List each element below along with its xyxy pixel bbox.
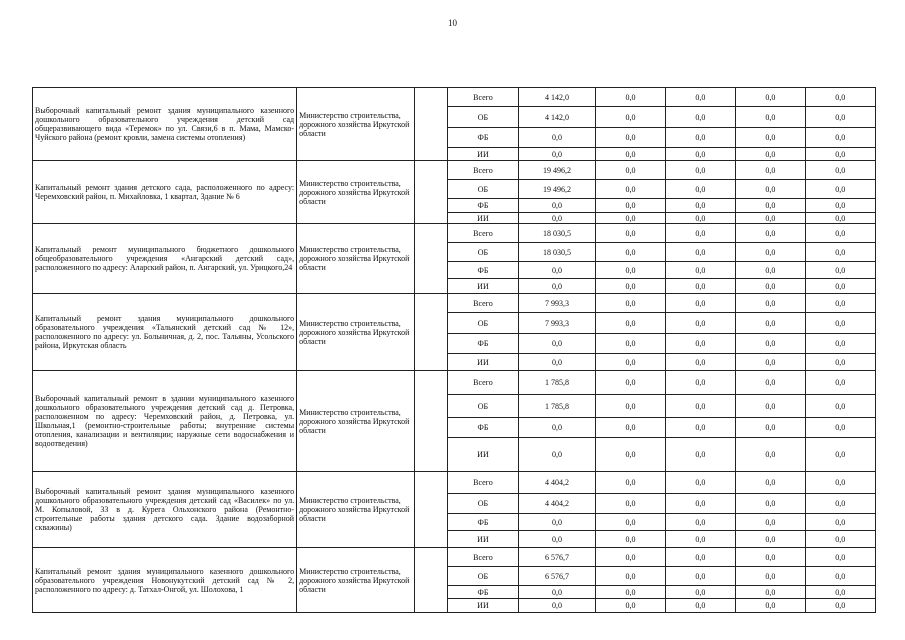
- amount-value: 0,0: [736, 514, 805, 531]
- amount-value: 0,0: [805, 418, 875, 438]
- amount-value: 0,0: [596, 161, 665, 180]
- funding-source: ИИ: [448, 148, 518, 161]
- amount-value: 4 404,2: [518, 494, 596, 514]
- amount-value: 0,0: [805, 161, 875, 180]
- amount-value: 0,0: [665, 548, 735, 567]
- amount-value: 0,0: [736, 599, 805, 613]
- responsible-organization: Министерство строительства, дорожного хозяйства Иркутской области: [297, 224, 415, 294]
- amount-value: 0,0: [805, 472, 875, 494]
- amount-value: 0,0: [805, 395, 875, 418]
- table-row: [33, 472, 876, 494]
- amount-value: 0,0: [736, 354, 805, 371]
- amount-value: 0,0: [665, 494, 735, 514]
- amount-value: 0,0: [665, 313, 735, 334]
- amount-value: 6 576,7: [518, 548, 596, 567]
- amount-value: 0,0: [736, 279, 805, 294]
- amount-value: 0,0: [596, 567, 665, 586]
- amount-value: 0,0: [518, 438, 596, 472]
- amount-value: 0,0: [518, 213, 596, 224]
- amount-value: 0,0: [805, 494, 875, 514]
- empty-cell: [415, 371, 448, 472]
- amount-value: 0,0: [805, 438, 875, 472]
- amount-value: 6 576,7: [518, 567, 596, 586]
- amount-value: 0,0: [518, 586, 596, 599]
- amount-value: 0,0: [805, 148, 875, 161]
- amount-value: 0,0: [665, 395, 735, 418]
- amount-value: 0,0: [805, 531, 875, 548]
- budget-table: [32, 87, 876, 613]
- amount-value: 0,0: [665, 354, 735, 371]
- amount-value: 7 993,3: [518, 294, 596, 313]
- amount-value: 0,0: [596, 213, 665, 224]
- amount-value: 0,0: [805, 294, 875, 313]
- funding-source: ОБ: [448, 243, 518, 262]
- amount-value: 7 993,3: [518, 313, 596, 334]
- amount-value: 0,0: [736, 472, 805, 494]
- funding-source: ОБ: [448, 107, 518, 128]
- amount-value: 0,0: [805, 213, 875, 224]
- funding-source: ФБ: [448, 199, 518, 213]
- amount-value: 0,0: [665, 586, 735, 599]
- amount-value: 18 030,5: [518, 224, 596, 243]
- amount-value: 0,0: [736, 199, 805, 213]
- project-description: Выборочный капитальный ремонт здания муниципального казенного дошкольного образовательного учреждения детский сад общеразвивающего вида «Теремок» по ул. Связи,6 в п. Мама, Мамско-Чуйского района (ремонт кровли, замена системы отопления): [33, 88, 297, 161]
- amount-value: 0,0: [805, 548, 875, 567]
- amount-value: 0,0: [736, 88, 805, 107]
- funding-source: Всего: [448, 472, 518, 494]
- funding-source: ОБ: [448, 567, 518, 586]
- empty-cell: [415, 294, 448, 371]
- amount-value: 4 142,0: [518, 107, 596, 128]
- responsible-organization: Министерство строительства, дорожного хозяйства Иркутской области: [297, 161, 415, 224]
- empty-cell: [415, 472, 448, 548]
- amount-value: 0,0: [596, 199, 665, 213]
- funding-source: ОБ: [448, 395, 518, 418]
- table-row: [33, 371, 876, 395]
- amount-value: 0,0: [805, 107, 875, 128]
- amount-value: 0,0: [736, 243, 805, 262]
- amount-value: 0,0: [596, 586, 665, 599]
- amount-value: 0,0: [596, 88, 665, 107]
- empty-cell: [415, 548, 448, 613]
- project-description: Капитальный ремонт здания муниципального казенного дошкольного образовательного учреждения Новонукутский детский сад № 2, расположенного по адресу: д. Татхал-Онгой, ул. Шолохова, 1: [33, 548, 297, 613]
- amount-value: 0,0: [518, 262, 596, 279]
- funding-source: ИИ: [448, 438, 518, 472]
- amount-value: 0,0: [665, 148, 735, 161]
- amount-value: 0,0: [596, 279, 665, 294]
- amount-value: 0,0: [665, 199, 735, 213]
- amount-value: 0,0: [736, 213, 805, 224]
- funding-source: ФБ: [448, 334, 518, 354]
- amount-value: 0,0: [665, 567, 735, 586]
- amount-value: 0,0: [596, 548, 665, 567]
- amount-value: 18 030,5: [518, 243, 596, 262]
- amount-value: 0,0: [736, 224, 805, 243]
- empty-cell: [415, 224, 448, 294]
- amount-value: 0,0: [736, 128, 805, 148]
- funding-source: Всего: [448, 294, 518, 313]
- table-row: [33, 224, 876, 243]
- amount-value: 0,0: [805, 262, 875, 279]
- responsible-organization: Министерство строительства, дорожного хозяйства Иркутской области: [297, 88, 415, 161]
- amount-value: 0,0: [805, 586, 875, 599]
- amount-value: 0,0: [805, 514, 875, 531]
- amount-value: 0,0: [736, 586, 805, 599]
- project-description: Капитальный ремонт муниципального бюджетного дошкольного общеобразовательного учреждения «Ангарский детский сад», расположенного по адресу: Аларский район, п. Ангарский, ул. Урицкого,24: [33, 224, 297, 294]
- amount-value: 0,0: [665, 438, 735, 472]
- empty-cell: [415, 161, 448, 224]
- amount-value: 0,0: [736, 294, 805, 313]
- responsible-organization: Министерство строительства, дорожного хозяйства Иркутской области: [297, 371, 415, 472]
- amount-value: 0,0: [596, 438, 665, 472]
- funding-source: ИИ: [448, 279, 518, 294]
- amount-value: 0,0: [665, 262, 735, 279]
- amount-value: 0,0: [736, 395, 805, 418]
- amount-value: 0,0: [518, 128, 596, 148]
- amount-value: 0,0: [596, 148, 665, 161]
- funding-source: ФБ: [448, 418, 518, 438]
- amount-value: 0,0: [805, 128, 875, 148]
- table-row: [33, 548, 876, 567]
- amount-value: 0,0: [518, 334, 596, 354]
- amount-value: 0,0: [596, 313, 665, 334]
- amount-value: 0,0: [736, 262, 805, 279]
- empty-cell: [415, 88, 448, 161]
- amount-value: 0,0: [805, 88, 875, 107]
- amount-value: 0,0: [736, 438, 805, 472]
- amount-value: 0,0: [596, 224, 665, 243]
- table-row: [33, 88, 876, 107]
- amount-value: 0,0: [596, 514, 665, 531]
- amount-value: 0,0: [665, 161, 735, 180]
- amount-value: 0,0: [736, 531, 805, 548]
- amount-value: 0,0: [665, 371, 735, 395]
- amount-value: 0,0: [518, 279, 596, 294]
- funding-source: ФБ: [448, 262, 518, 279]
- amount-value: 0,0: [665, 107, 735, 128]
- amount-value: 0,0: [596, 180, 665, 199]
- funding-source: Всего: [448, 88, 518, 107]
- project-description: Капитальный ремонт здания муниципального дошкольного образовательного учреждения «Тальянский детский сад № 12», расположенного по адресу: ул. Больничная, д. 2, пос. Тальяны, Усольского района, Иркутская область: [33, 294, 297, 371]
- table-row: [33, 294, 876, 313]
- amount-value: 0,0: [736, 148, 805, 161]
- funding-source: ИИ: [448, 354, 518, 371]
- amount-value: 0,0: [805, 199, 875, 213]
- amount-value: 0,0: [665, 334, 735, 354]
- amount-value: 4 404,2: [518, 472, 596, 494]
- amount-value: 0,0: [665, 88, 735, 107]
- amount-value: 0,0: [518, 418, 596, 438]
- amount-value: 0,0: [665, 279, 735, 294]
- funding-source: ОБ: [448, 494, 518, 514]
- project-description: Капитальный ремонт здания детского сада, расположенного по адресу: Черемховский район, п. Михайловка, 1 квартал, Здание № 6: [33, 161, 297, 224]
- amount-value: 4 142,0: [518, 88, 596, 107]
- amount-value: 0,0: [596, 334, 665, 354]
- amount-value: 0,0: [596, 371, 665, 395]
- amount-value: 0,0: [596, 395, 665, 418]
- amount-value: 0,0: [665, 514, 735, 531]
- amount-value: 0,0: [665, 128, 735, 148]
- amount-value: 0,0: [665, 243, 735, 262]
- amount-value: 0,0: [596, 531, 665, 548]
- amount-value: 0,0: [736, 418, 805, 438]
- amount-value: 0,0: [665, 224, 735, 243]
- funding-source: ИИ: [448, 531, 518, 548]
- funding-source: ОБ: [448, 180, 518, 199]
- amount-value: 0,0: [596, 243, 665, 262]
- amount-value: 0,0: [805, 279, 875, 294]
- amount-value: 0,0: [736, 334, 805, 354]
- amount-value: 0,0: [805, 313, 875, 334]
- amount-value: 0,0: [518, 531, 596, 548]
- amount-value: 0,0: [736, 107, 805, 128]
- amount-value: 19 496,2: [518, 180, 596, 199]
- amount-value: 0,0: [805, 599, 875, 613]
- amount-value: 0,0: [805, 567, 875, 586]
- amount-value: 0,0: [518, 199, 596, 213]
- funding-source: Всего: [448, 548, 518, 567]
- amount-value: 0,0: [805, 354, 875, 371]
- table-body: [33, 88, 876, 613]
- amount-value: 0,0: [805, 180, 875, 199]
- amount-value: 0,0: [736, 161, 805, 180]
- amount-value: 0,0: [665, 531, 735, 548]
- amount-value: 0,0: [736, 548, 805, 567]
- project-description: Выборочный капитальный ремонт здания муниципального казенного дошкольного образовательного учреждения детский сад «Василек» по ул. М. Копыловой, 33 в д. Курега Ольхонского района (Ремонтно-строительные работы здания детского сада. Здание водозаборной скважины): [33, 472, 297, 548]
- amount-value: 0,0: [596, 494, 665, 514]
- amount-value: 0,0: [518, 514, 596, 531]
- amount-value: 19 496,2: [518, 161, 596, 180]
- responsible-organization: Министерство строительства, дорожного хозяйства Иркутской области: [297, 548, 415, 613]
- amount-value: 0,0: [805, 243, 875, 262]
- amount-value: 0,0: [736, 567, 805, 586]
- amount-value: 0,0: [665, 213, 735, 224]
- amount-value: 0,0: [596, 294, 665, 313]
- amount-value: 0,0: [596, 599, 665, 613]
- amount-value: 0,0: [805, 371, 875, 395]
- amount-value: 0,0: [596, 107, 665, 128]
- funding-source: ФБ: [448, 514, 518, 531]
- funding-source: Всего: [448, 371, 518, 395]
- funding-source: ОБ: [448, 313, 518, 334]
- amount-value: 0,0: [805, 334, 875, 354]
- funding-source: Всего: [448, 224, 518, 243]
- page-number: 10: [448, 18, 457, 28]
- amount-value: 0,0: [518, 599, 596, 613]
- funding-source: ФБ: [448, 586, 518, 599]
- amount-value: 0,0: [736, 180, 805, 199]
- amount-value: 0,0: [596, 418, 665, 438]
- amount-value: 0,0: [665, 294, 735, 313]
- funding-source: ИИ: [448, 213, 518, 224]
- amount-value: 0,0: [805, 224, 875, 243]
- amount-value: 1 785,8: [518, 395, 596, 418]
- amount-value: 0,0: [665, 418, 735, 438]
- funding-source: ФБ: [448, 128, 518, 148]
- funding-source: Всего: [448, 161, 518, 180]
- amount-value: 0,0: [596, 354, 665, 371]
- amount-value: 0,0: [518, 148, 596, 161]
- responsible-organization: Министерство строительства, дорожного хозяйства Иркутской области: [297, 472, 415, 548]
- amount-value: 0,0: [736, 371, 805, 395]
- amount-value: 0,0: [736, 313, 805, 334]
- amount-value: 0,0: [596, 128, 665, 148]
- amount-value: 0,0: [596, 262, 665, 279]
- amount-value: 0,0: [596, 472, 665, 494]
- responsible-organization: Министерство строительства, дорожного хозяйства Иркутской области: [297, 294, 415, 371]
- amount-value: 0,0: [665, 599, 735, 613]
- amount-value: 1 785,8: [518, 371, 596, 395]
- amount-value: 0,0: [665, 180, 735, 199]
- amount-value: 0,0: [518, 354, 596, 371]
- amount-value: 0,0: [736, 494, 805, 514]
- funding-source: ИИ: [448, 599, 518, 613]
- table-row: [33, 161, 876, 180]
- amount-value: 0,0: [665, 472, 735, 494]
- project-description: Выборочный капитальный ремонт в здании муниципального казенного дошкольного образовательного учреждения детский сад д. Петровка, расположенном по адресу: Черемховский район, д. Петровка, ул. Школьная,1 (ремонтно-строительные работы; внутренние системы отопления, канализации и вентиляции; наружные сети водоснабжения и водоотведения): [33, 371, 297, 472]
